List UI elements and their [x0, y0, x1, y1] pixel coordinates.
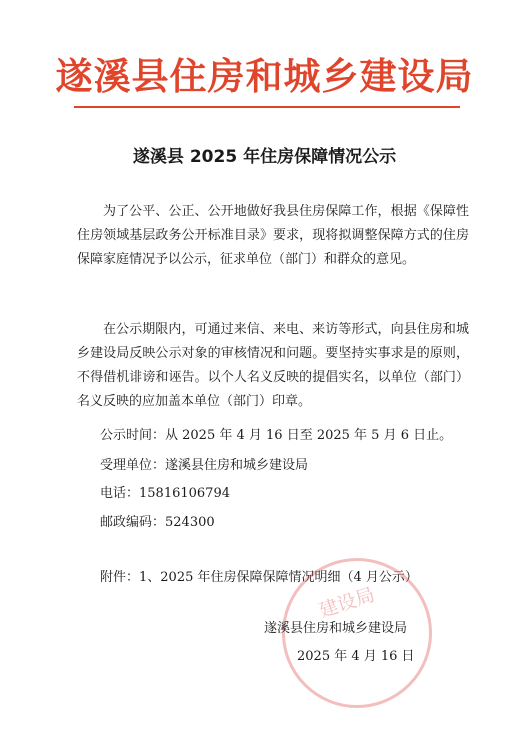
signature-date: 2025 年 4 月 16 日 [297, 649, 415, 664]
masthead: 遂溪县住房和城乡建设局 [55, 54, 474, 98]
paragraph-1-text: 为了公平、公正、公开地做好我县住房保障工作，根据《保障性住房领域基层政务公开标准目录》要求，现将拟调整保障方式的住房保障家庭情况予以公示，征求单位（部门）和群众的意见。 [77, 204, 469, 267]
accepting-unit: 受理单位：遂溪县住房和城乡建设局 [100, 458, 309, 473]
official-seal-text: 建设局 [316, 583, 378, 623]
paragraph-2-text: 在公示期限内，可通过来信、来电、来访等形式，向县住房和城乡建设局反映公示对象的审核情况和问题。要坚持实事求是的原则，不得借机诽谤和诬告。以个人名义反映的提倡实名，以单位（部门）名义反映的应加盖本单位（部门）印章。 [77, 322, 469, 409]
paragraph-2 [77, 318, 469, 414]
signature-org: 遂溪县住房和城乡建设局 [264, 621, 408, 636]
document-title: 遂溪县 2025 年住房保障情况公示 [132, 147, 397, 167]
phone-number: 电话：15816106794 [100, 486, 230, 501]
attachment-link[interactable]: 附件：1、2025 年住房保障保障情况明细（4 月公示） [100, 570, 418, 585]
postal-code: 邮政编码：524300 [100, 515, 215, 530]
red-divider [74, 106, 460, 108]
notice-period: 公示时间：从 2025 年 4 月 16 日至 2025 年 5 月 6 日止。 [100, 428, 453, 443]
paragraph-1 [77, 200, 469, 272]
